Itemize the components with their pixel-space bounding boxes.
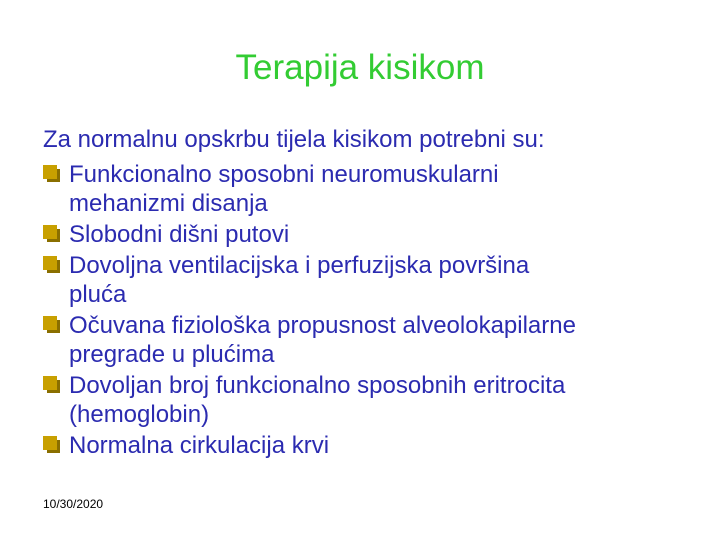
intro-text: Za normalnu opskrbu tijela kisikom potrebni su:	[43, 126, 545, 153]
bullet-text	[69, 311, 576, 369]
bullet-line-1: Očuvana fiziološka propusnost alveolokapilarne	[69, 312, 576, 339]
list-item	[43, 371, 683, 429]
bullet-text	[69, 160, 499, 218]
checkbox-square-icon	[43, 431, 69, 454]
bullet-line-1: Slobodni dišni putovi	[69, 221, 290, 248]
bullet-line-1: Dovoljna ventilacijska i perfuzijska površina	[69, 252, 530, 279]
checkbox-square-icon	[43, 160, 69, 183]
bullet-text	[69, 251, 529, 309]
checkbox-square-icon	[43, 220, 69, 243]
bullet-line-2: pregrade u plućima	[69, 341, 275, 368]
bullet-line-1: Funkcionalno sposobni neuromuskularni	[69, 161, 499, 188]
checkbox-square-icon	[43, 311, 69, 334]
bullet-line-1: Dovoljan broj funkcionalno sposobnih eritrocita	[69, 372, 566, 399]
checkbox-square-icon	[43, 251, 69, 274]
list-item	[43, 251, 683, 309]
bullet-text	[69, 371, 565, 429]
bullet-line-2: pluća	[69, 281, 127, 308]
bullet-line-2: (hemoglobin)	[69, 401, 210, 428]
bullet-list	[43, 160, 683, 462]
list-item	[43, 431, 683, 460]
slide-date: 10/30/2020	[43, 497, 104, 511]
list-item	[43, 311, 683, 369]
bullet-text	[69, 220, 289, 249]
bullet-text	[69, 431, 329, 460]
list-item	[43, 220, 683, 249]
bullet-line-2: mehanizmi disanja	[69, 190, 268, 217]
checkbox-square-icon	[43, 371, 69, 394]
bullet-line-1: Normalna cirkulacija krvi	[69, 432, 330, 459]
list-item	[43, 160, 683, 218]
slide-title: Terapija kisikom	[235, 48, 485, 87]
